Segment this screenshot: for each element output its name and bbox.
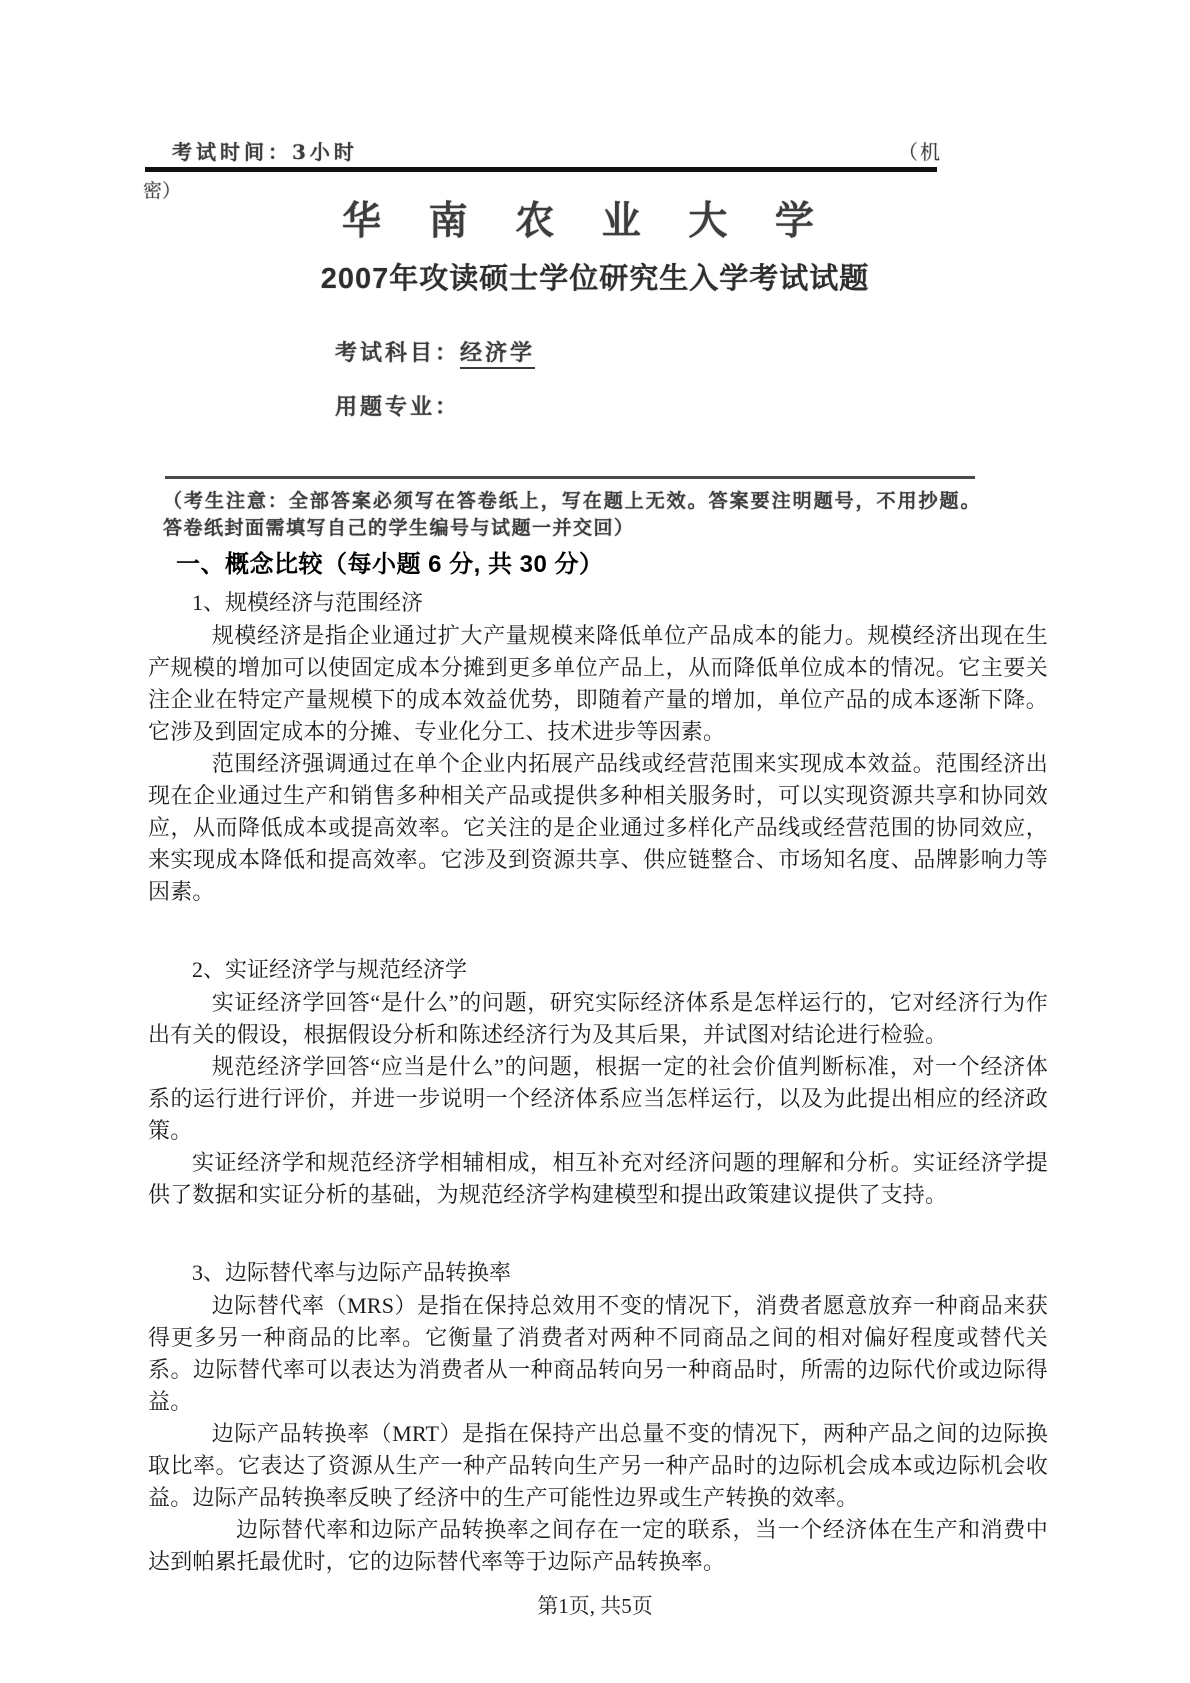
subject-label: 考试科目： (335, 340, 461, 366)
subject-value: 经济学 (460, 340, 535, 369)
university-name: 华 南 农 业 大 学 (342, 198, 831, 244)
exam-title: 2007年攻读硕士学位研究生入学考试试题 (320, 263, 870, 295)
question-1-title: 1、规模经济与范围经济 (192, 590, 424, 615)
section-heading: 一、概念比较（每小题 6 分, 共 30 分） (176, 551, 604, 578)
question-2 (148, 954, 1048, 1211)
question-1 (148, 587, 1048, 908)
question-3 (148, 1257, 1048, 1578)
content-divider (165, 476, 975, 479)
header-divider-thick (145, 167, 937, 172)
question-2-title: 2、实证经济学与规范经济学 (192, 957, 468, 982)
page-number: 第1页, 共5页 (537, 1594, 653, 1618)
exam-body (148, 544, 1048, 1578)
candidate-notice: （考生注意：全部答案必须写在答卷纸上，写在题上无效。答案要注明题号，不用抄题。答卷纸封面需填写自己的学生编号与试题一并交回） (163, 490, 981, 539)
question-1-paragraph-2: 范围经济强调通过在单个企业内拓展产品线或经营范围来实现成本效益。范围经济出现在企业通过生产和销售多种相关产品或提供多种相关服务时，可以实现资源共享和协同效应，从而降低成本或提高效率。它关注的是企业通过多样化产品线或经营范围的协同效应，来实现成本降低和提高效率。它涉及到资源共享、供应链整合、市场知名度、品牌影响力等因素。 (148, 751, 1048, 904)
question-3-paragraph-2: 边际产品转换率（MRT）是指在保持产出总量不变的情况下，两种产品之间的边际换取比率。它表达了资源从生产一种产品转向生产另一种产品时的边际机会成本或边际机会收益。边际产品转换率反映了经济中的生产可能性边界或生产转换的效率。 (148, 1421, 1048, 1510)
page-footer (0, 1590, 1190, 1620)
exam-time-label: 考试时间：3小时 (172, 140, 358, 164)
seal-text-right: （机 (898, 140, 942, 164)
question-3-title: 3、边际替代率与边际产品转换率 (192, 1260, 512, 1285)
question-1-paragraph-1: 规模经济是指企业通过扩大产量规模来降低单位产品成本的能力。规模经济出现在生产规模的增加可以使固定成本分摊到更多单位产品上，从而降低单位成本的情况。它主要关注企业在特定产量规模下的成本效益优势，即随着产量的增加，单位产品的成本逐渐下降。它涉及到固定成本的分摊、专业化分工、技术进步等因素。 (148, 623, 1048, 744)
major-label: 用题专业： (335, 394, 461, 420)
question-2-paragraph-2: 规范经济学回答“应当是什么”的问题，根据一定的社会价值判断标准，对一个经济体系的运行进行评价，并进一步说明一个经济体系应当怎样运行，以及为此提出相应的经济政策。 (148, 1054, 1048, 1143)
subject-row (335, 336, 535, 367)
question-3-paragraph-3: 边际替代率和边际产品转换率之间存在一定的联系，当一个经济体在生产和消费中达到帕累托最优时，它的边际替代率等于边际产品转换率。 (148, 1517, 1048, 1574)
question-2-paragraph-3: 实证经济学和规范经济学相辅相成，相互补充对经济问题的理解和分析。实证经济学提供了数据和实证分析的基础，为规范经济学构建模型和提出政策建议提供了支持。 (148, 1150, 1048, 1207)
question-2-paragraph-1: 实证经济学回答“是什么”的问题，研究实际经济体系是怎样运行的，它对经济行为作出有关的假设，根据假设分析和陈述经济行为及其后果，并试图对结论进行检验。 (148, 990, 1048, 1047)
seal-text-left: 密） (143, 180, 182, 202)
question-3-paragraph-1: 边际替代率（MRS）是指在保持总效用不变的情况下，消费者愿意放弃一种商品来获得更多另一种商品的比率。它衡量了消费者对两种不同商品之间的相对偏好程度或替代关系。边际替代率可以表达为消费者从一种商品转向另一种商品时，所需的边际代价或边际得益。 (148, 1293, 1048, 1414)
